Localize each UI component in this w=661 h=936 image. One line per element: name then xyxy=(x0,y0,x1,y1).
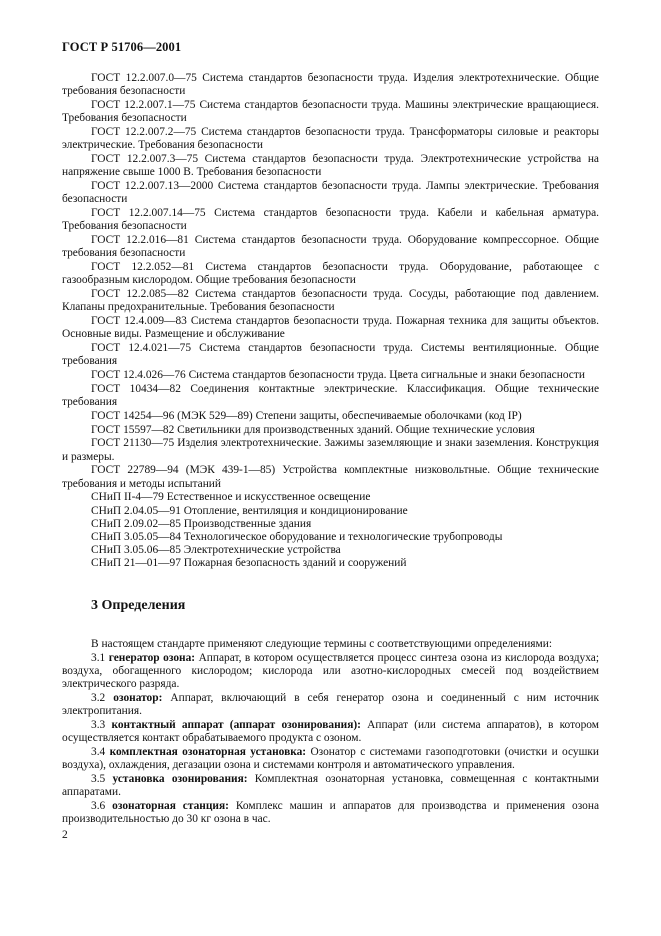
definition-term: генератор озона: xyxy=(108,651,196,664)
reference-item: ГОСТ 12.2.085—82 Система стандартов безопасности труда. Сосуды, работающие под давлением. Клапаны предохранительные. Требования безопасности xyxy=(62,288,599,314)
page-number: 2 xyxy=(62,829,68,841)
definition-text: Комплектная озонаторная установка, совмещенная с контактными аппаратами. xyxy=(62,773,599,799)
definition-item xyxy=(62,773,599,799)
reference-item: ГОСТ 14254—96 (МЭК 529—89) Степени защиты, обеспечиваемые оболочками (код IP) xyxy=(91,409,522,422)
reference-item: ГОСТ 12.4.021—75 Система стандартов безопасности труда. Системы вентиляционные. Общие требования xyxy=(62,342,599,368)
reference-item: ГОСТ 12.2.007.14—75 Система стандартов безопасности труда. Кабели и кабельная арматура. Требования безопасности xyxy=(62,207,599,233)
definition-item xyxy=(62,652,599,692)
reference-item: ГОСТ 21130—75 Изделия электротехнические. Зажимы заземляющие и знаки заземления. Конструкция и размеры. xyxy=(62,437,599,463)
definition-item xyxy=(62,746,599,772)
definition-term: комплектная озонаторная установка: xyxy=(109,746,307,758)
reference-item: ГОСТ 12.2.007.1—75 Система стандартов безопасности труда. Машины электрические вращающиеся. Требования безопасности xyxy=(62,99,599,125)
reference-item: ГОСТ 22789—94 (МЭК 439-1—85) Устройства комплектные низковольтные. Общие технические требования и методы испытаний xyxy=(62,464,599,490)
snip-item: СНиП 3.05.05—84 Технологическое оборудование и технологические трубопроводы xyxy=(91,531,503,543)
definition-text: Аппарат, включающий в себя генератор озона и соединенный с ним источник электропитания. xyxy=(62,692,599,718)
normative-references xyxy=(62,72,599,571)
definition-number: 3.5 xyxy=(91,773,106,785)
reference-item: ГОСТ 12.4.009—83 Система стандартов безопасности труда. Пожарная техника для защиты объектов. Основные виды. Размещение и обслуживание xyxy=(62,315,599,341)
snip-item: СНиП 3.05.06—85 Электротехнические устройства xyxy=(91,544,341,557)
snip-item: СНиП 2.09.02—85 Производственные здания xyxy=(91,517,312,530)
reference-item: ГОСТ 15597—82 Светильники для производственных зданий. Общие технические условия xyxy=(91,423,535,436)
reference-item: ГОСТ 12.2.007.3—75 Система стандартов безопасности труда. Электротехнические устройства на напряжение свыше 1000 В. Требования безопасности xyxy=(62,153,599,179)
snip-item: СНиП 21—01—97 Пожарная безопасность зданий и сооружений xyxy=(91,557,407,570)
definition-term: установка озонирования: xyxy=(112,773,248,785)
reference-item: ГОСТ 10434—82 Соединения контактные электрические. Классификация. Общие технические требования xyxy=(62,382,599,408)
definition-text: Комплекс машин и аппаратов для производства и применения озона производительностью до 30 кг озона в час. xyxy=(62,800,599,826)
definition-item xyxy=(62,800,599,826)
definition-term: озонаторная станция: xyxy=(112,800,229,812)
reference-item: ГОСТ 12.2.016—81 Система стандартов безопасности труда. Оборудование компрессорное. Общие требования безопасности xyxy=(62,234,599,260)
reference-item: ГОСТ 12.2.007.2—75 Система стандартов безопасности труда. Трансформаторы силовые и реакторы электрические. Требования безопасности xyxy=(62,126,599,152)
definitions-section xyxy=(62,638,599,827)
section-title: 3 Определения xyxy=(91,598,186,613)
definition-number: 3.1 xyxy=(91,651,106,664)
definition-text: Аппарат, в котором осуществляется процесс синтеза озона из кислорода воздуха; воздуха, обогащенного кислородом; кислорода или азотно-кислородных смесей под воздействием электрического разряда. xyxy=(62,651,599,691)
definition-number: 3.6 xyxy=(91,800,106,812)
definition-term: контактный аппарат (аппарат озонирования): xyxy=(111,719,361,731)
snip-item: СНиП 2.04.05—91 Отопление, вентиляция и кондиционирование xyxy=(91,504,408,517)
intro-paragraph: В настоящем стандарте применяют следующие термины с соответствующими определениями: xyxy=(91,638,553,650)
page-header: ГОСТ Р 51706—2001 xyxy=(62,40,182,54)
definition-number: 3.2 xyxy=(91,692,106,704)
reference-item: ГОСТ 12.2.007.0—75 Система стандартов безопасности труда. Изделия электротехнические. Общие требования безопасности xyxy=(62,72,599,98)
definition-text: Озонатор с системами газоподготовки (очистки и осушки воздуха), охлаждения, дегазации озона и системами контроля и автоматического управления. xyxy=(62,746,600,772)
snip-item: СНиП II-4—79 Естественное и искусственное освещение xyxy=(91,491,371,504)
reference-item: ГОСТ 12.4.026—76 Система стандартов безопасности труда. Цвета сигнальные и знаки безопасности xyxy=(91,369,585,381)
reference-item: ГОСТ 12.2.007.13—2000 Система стандартов безопасности труда. Лампы электрические. Требования безопасности xyxy=(62,180,599,206)
definition-term: озонатор: xyxy=(113,692,163,704)
definition-number: 3.4 xyxy=(91,746,106,758)
definition-number: 3.3 xyxy=(91,719,106,731)
definition-item xyxy=(62,719,599,745)
reference-item: ГОСТ 12.2.052—81 Система стандартов безопасности труда. Оборудование, работающее с газообразным кислородом. Общие требования безопасности xyxy=(62,261,599,287)
definition-text: Аппарат (или система аппаратов), в котором осуществляется контакт обрабатываемого продукта с озоном. xyxy=(62,719,599,745)
definition-item xyxy=(62,692,599,718)
